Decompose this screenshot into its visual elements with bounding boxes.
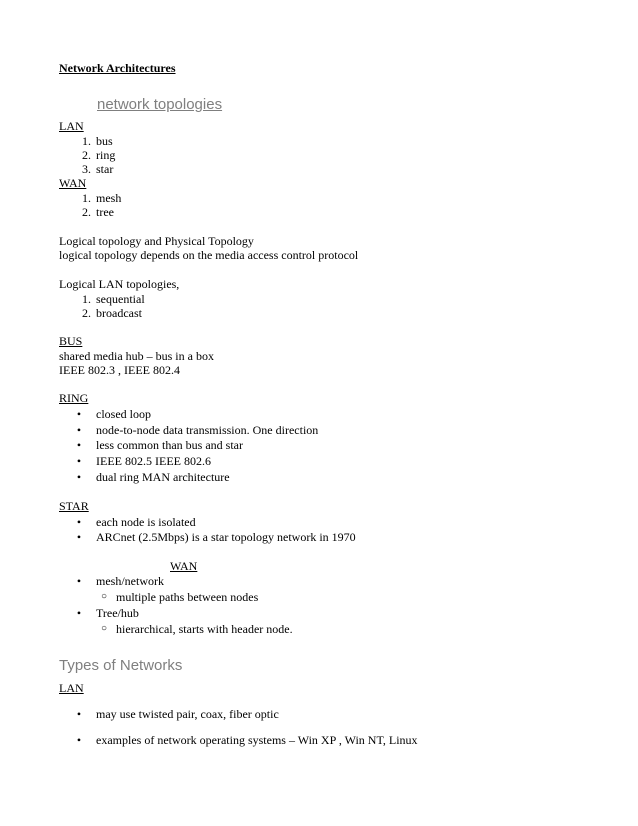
bus-heading: BUS bbox=[59, 334, 83, 348]
star-heading: STAR bbox=[59, 499, 89, 513]
ring-heading: RING bbox=[59, 391, 89, 405]
bus-line-2: IEEE 802.3 , IEEE 802.4 bbox=[59, 363, 180, 377]
section-heading-types: Types of Networks bbox=[59, 657, 183, 674]
logical-lan-heading: Logical LAN topologies, bbox=[59, 277, 180, 291]
paragraph-logical-1: Logical topology and Physical Topology bbox=[59, 234, 254, 248]
document-title: Network Architectures bbox=[59, 61, 176, 75]
document-page: Network Architectures network topologies LAN 1. bus 2. ring 3. star WAN 1. mesh 2. tree Logical topology and Physical Topology logical topology depends on the media access control protocol Logical LAN topologies, 1. sequential 2. broadcast BUS shared media hub – bus in a box IEEE 802.3 , IEEE 802.4 RING • closed loop • node-to-node data transmission. One direction • less common than bus and star • IEEE 802.5 IEEE 802.6 • dual ring MAN architecture STAR • each node is isolated • ARCnet (2.5Mbps) is a star topology network in 1970 WAN • mesh/network ○ multiple paths between nodes • Tree/hub ○ hierarchical, starts with header node. Types of Networks LAN • may use twisted pair, coax, fiber optic • examples of network operating systems – Win XP , Win NT, Linux bbox=[59, 61, 418, 747]
lan-heading: LAN bbox=[59, 119, 84, 133]
types-lan-heading: LAN bbox=[59, 681, 84, 695]
bus-line-1: shared media hub – bus in a box bbox=[59, 349, 214, 363]
section-heading-topologies: network topologies bbox=[97, 96, 223, 113]
wan-heading: WAN bbox=[59, 176, 87, 190]
paragraph-logical-2: logical topology depends on the media access control protocol bbox=[59, 248, 359, 262]
wan-subheading: WAN bbox=[170, 559, 198, 573]
